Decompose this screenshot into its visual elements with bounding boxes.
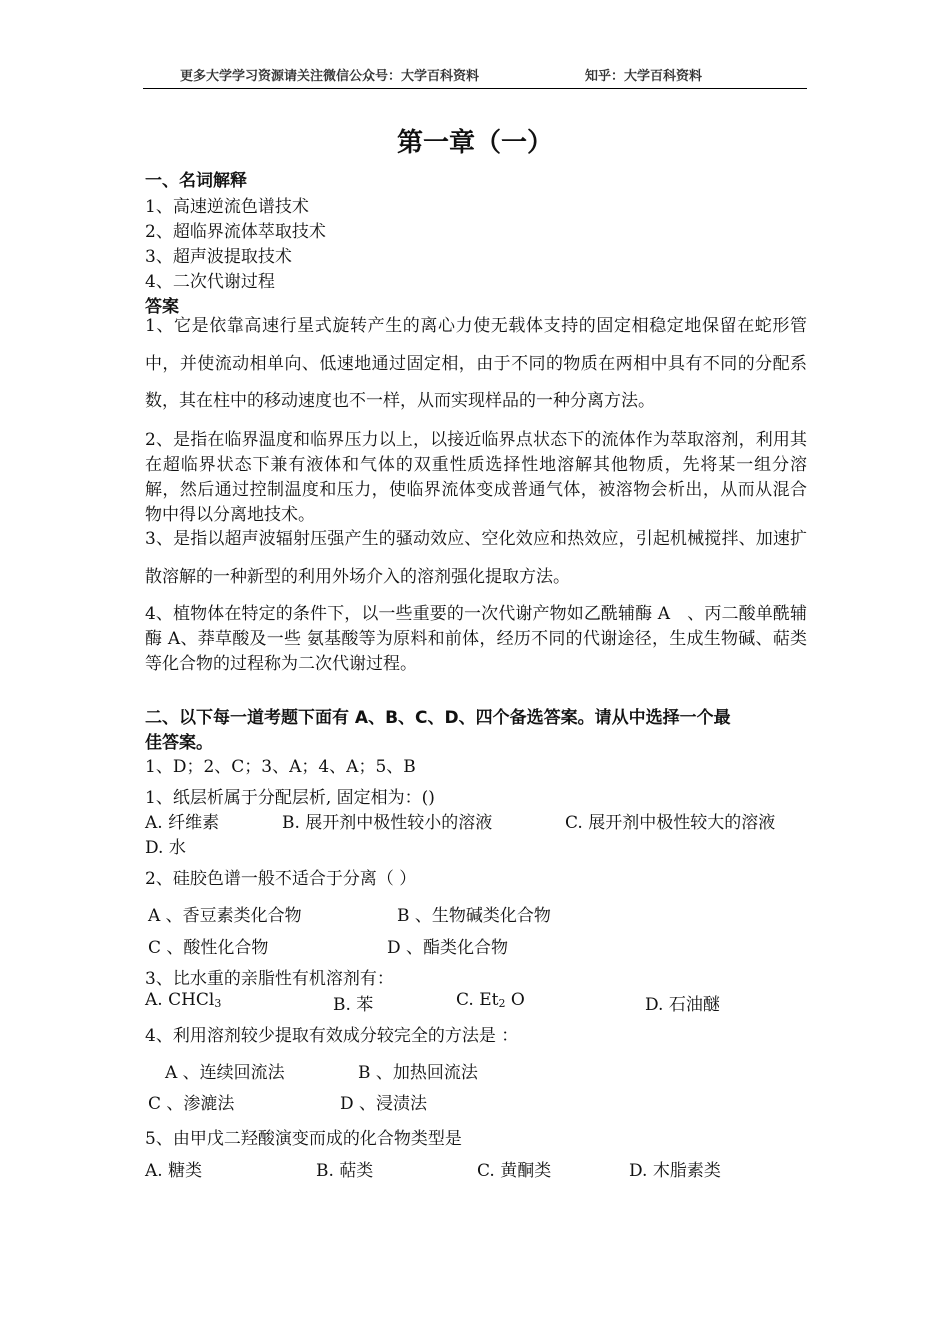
q1-option-c: C. 展开剂中极性较大的溶液 — [565, 813, 776, 833]
answer-4: 4、植物体在特定的条件下，以一些重要的一次代谢产物如乙酰辅酶 A 、丙二酸单酰辅酶 A、莽草酸及一些 氨基酸等为原料和前体，经历不同的代谢途径，生成生物碱、萜类等化合物的过程称为二次代谢过程。 — [145, 604, 807, 674]
q3-option-c-suffix: O — [505, 990, 525, 1010]
q5-option-a: A. 糖类 — [145, 1161, 203, 1181]
q3-option-a-subscript: 3 — [214, 997, 222, 1010]
q4-option-d: D 、浸渍法 — [340, 1094, 428, 1114]
answer-2: 2、是指在临界温度和临界压力以上，以接近临界点状态下的流体作为萃取溶剂，利用其在超临界状态下兼有液体和气体的双重性质选择性地溶解其他物质，先将某一组分溶解，然后通过控制温度和压力，使临界流体变成普通气体，被溶物会析出，从而从混合物中得以分离地技术。 — [145, 430, 807, 525]
term-1: 1、高速逆流色谱技术 — [145, 197, 309, 217]
q3-stem: 3、比水重的亲脂性有机溶剂有： — [145, 969, 394, 989]
q2-option-a: A 、香豆素类化合物 — [148, 906, 302, 926]
answer-3: 3、是指以超声波辐射压强产生的骚动效应、空化效应和热效应，引起机械搅拌、加速扩散溶解的一种新型的利用外场介入的溶剂强化提取方法。 — [145, 529, 807, 587]
q4-stem: 4、利用溶剂较少提取有效成分较完全的方法是 ： — [145, 1026, 519, 1046]
q2-option-c: C 、酸性化合物 — [148, 938, 269, 958]
q3-option-a-text: A. CHCl — [145, 990, 215, 1010]
answer-1: 1、它是依靠高速行星式旋转产生的离心力使无载体支持的固定相稳定地保留在蛇形管中，并使流动相单向、低速地通过固定相，由于不同的物质在两相中具有不同的分配系数，其在柱中的移动速度也不一样，从而实现样品的一种分离方法。 — [145, 316, 807, 411]
q5-option-b: B. 萜类 — [316, 1161, 374, 1181]
q3-option-a — [145, 990, 221, 1010]
q3-option-c — [456, 990, 525, 1010]
q1-option-b: B. 展开剂中极性较小的溶液 — [282, 813, 493, 833]
q2-option-b: B 、生物碱类化合物 — [397, 906, 551, 926]
q5-option-d: D. 木脂素类 — [629, 1161, 721, 1181]
q2-option-d: D 、酯类化合物 — [387, 938, 509, 958]
q1-option-a: A. 纤维素 — [145, 813, 220, 833]
header-right-text: 知乎：大学百科资料 — [585, 69, 703, 84]
q4-option-a: A 、连续回流法 — [165, 1063, 285, 1083]
q4-option-c: C 、渗漉法 — [148, 1094, 235, 1114]
q3-option-b: B. 苯 — [333, 995, 374, 1015]
q2-stem: 2、硅胶色谱一般不适合于分离（ ） — [145, 869, 417, 889]
q3-option-d: D. 石油醚 — [645, 995, 720, 1015]
q1-stem: 1、纸层析属于分配层析, 固定相为：() — [145, 788, 435, 808]
page-title: 第一章（一） — [396, 128, 553, 158]
answer-label: 答案 — [145, 297, 179, 317]
term-2: 2、超临界流体萃取技术 — [145, 222, 326, 242]
section2-heading-line1: 二、以下每一道考题下面有 A、B、C、D、四个备选答案。请从中选择一个最 — [145, 708, 731, 728]
q1-option-d: D. 水 — [145, 838, 186, 858]
section2-heading-line2: 佳答案。 — [145, 733, 213, 753]
q3-option-c-subscript: 2 — [498, 997, 506, 1010]
term-4: 4、二次代谢过程 — [145, 272, 275, 292]
q3-option-c-text: C. Et — [456, 990, 499, 1010]
q5-stem: 5、由甲戊二羟酸演变而成的化合物类型是 — [145, 1129, 462, 1149]
header-left-text: 更多大学学习资源请关注微信公众号：大学百科资料 — [180, 69, 480, 84]
q4-option-b: B 、加热回流法 — [358, 1063, 478, 1083]
term-3: 3、超声波提取技术 — [145, 247, 292, 267]
header-divider — [143, 88, 807, 89]
answer-key: 1、D；2、C；3、A；4、A；5、B — [145, 757, 416, 777]
section1-heading: 一、名词解释 — [145, 171, 247, 191]
q5-option-c: C. 黄酮类 — [477, 1161, 552, 1181]
